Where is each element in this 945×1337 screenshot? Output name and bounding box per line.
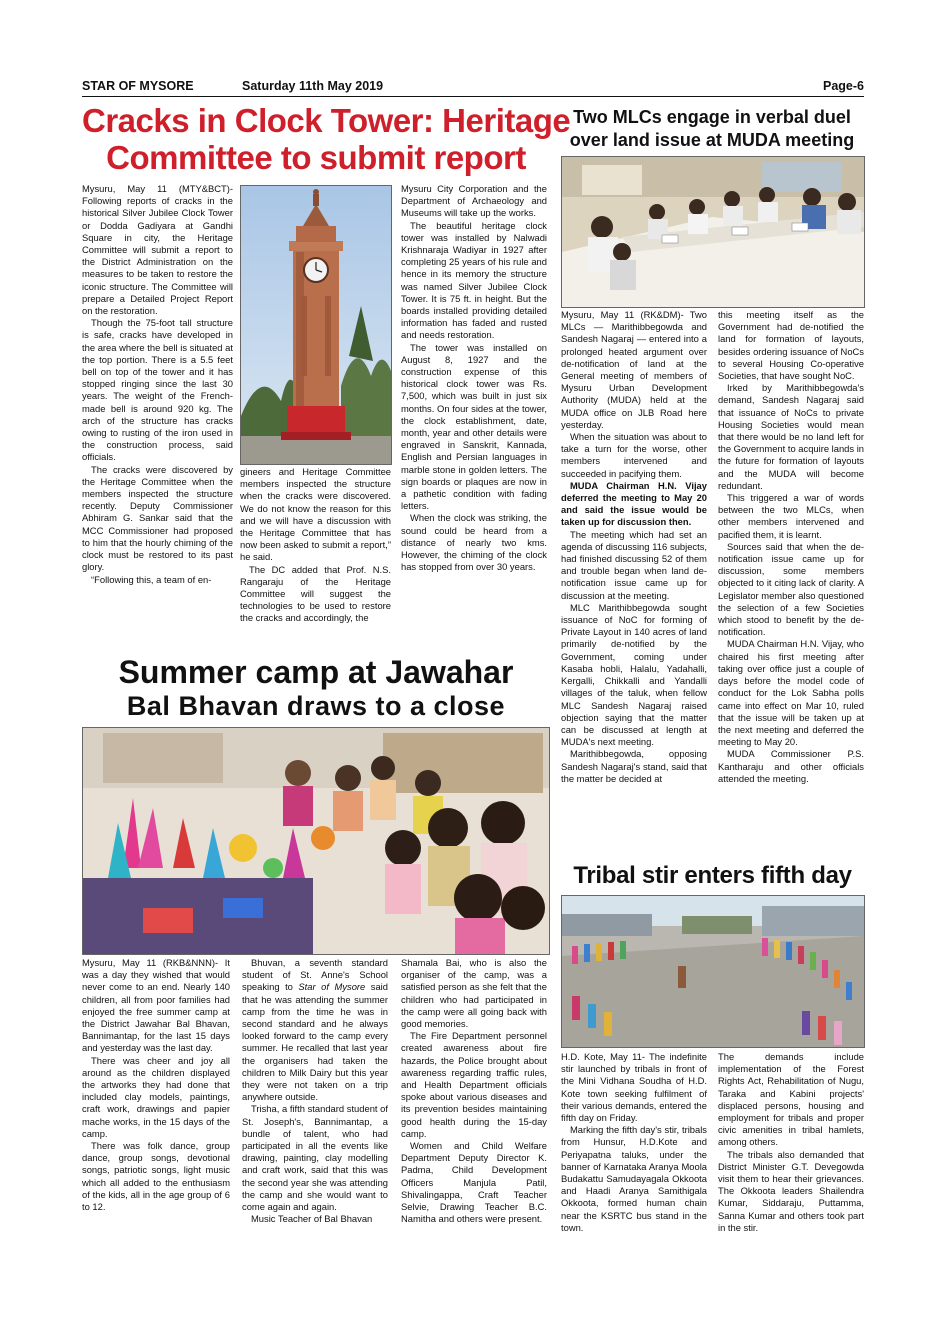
mlc-col1-para-bold: MUDA Chairman H.N. Vijay deferred the meeting to May 20 and said the issue would be taken up for discussion then. xyxy=(561,479,707,528)
clock-column-1 xyxy=(82,183,233,643)
header-rule xyxy=(82,96,864,97)
camp-column-3 xyxy=(401,957,547,1267)
camp-col3-para: The Fire Department personnel created awareness about fire hazards, the Police brought about awareness regarding traffic rules, and Health Department officials spoke about various diseases and its prevention besides maintaining good health during the 15-day camp. xyxy=(401,1030,547,1139)
camp-col2-text-b: said that he was attending the summer camp from the time he was in second standard and he always looked forward to the camp every summer. He recalled that last year the organisers had taken the children to Milk Dairy but this year they were not taken on a trip anywhere outside. xyxy=(242,981,388,1103)
children-artworks-photo xyxy=(82,727,550,955)
issue-date: Saturday 11th May 2019 xyxy=(242,79,384,93)
camp-col1-para: Mysuru, May 11 (RKB&NNN)- It was a day they wished that would never come to an end. Nearly 140 children, all from poor families had enjoyed the free summer camp at the District Jawahar Bal Bhavan, Bannimantap, for the last 15 days and yesterday was the last day. xyxy=(82,957,230,1054)
mlc-col1-para: MLC Marithibbegowda sought issuance of NoC for forming of Private Layout in 140 acres of land primarily de-notified by the Government, coming under Kasaba hobli, Halalu, Yadahalli, Kergalli, Chikkalli and Yandalli villages of the taluk, when fellow MLC Sandesh Nagaraj raised objection saying that the matter can be discussed at length at MUDA's next meeting. xyxy=(561,601,707,748)
clock-column-2 xyxy=(240,466,391,643)
camp-col2-para: Music Teacher of Bal Bhavan xyxy=(251,1213,373,1225)
camp-col2-newspaper-name: Star of Mysore xyxy=(298,981,366,993)
clock-col3-para: The tower was installed on August 8, 1927 and the construction expense of this historical clock tower was Rs. 7,500, which was built in just six months. On four sides at the tower, the clock establishment, date, month, year and other details were engraved in Sanskrit, Kannada, English and Persian languages in marble stone in golden letters. The sign boards or plaques are now in a pathetic condition with fading letters. xyxy=(401,341,547,512)
mlc-col1-para: The meeting which had set an agenda of discussing 116 subjects, had finished discussing 52 of them and trouble began when land de-notification issue came up for discussion at the meeting. xyxy=(561,528,707,601)
clock-headline-line-2: Committee to submit report xyxy=(106,139,526,176)
page-number: Page-6 xyxy=(823,79,864,93)
camp-col3-para: Shamala Bai, who is also the organiser of the camp, was a satisfied person as she felt that the children who had participated in the camp were all going back with good memories. xyxy=(401,957,547,1030)
tribal-col2-para: The demands include implementation of the Forest Rights Act, Rehabilitation of Nugu, Taraka and Kabini projects' displaced persons, housing and employment for tribals and proper civic amenities in tribal hamlets, among others. xyxy=(718,1051,864,1148)
mlc-col2-para: Irked by Marithibbegowda's demand, Sandesh Nagaraj said that issuance of NoCs to private Housing Societies would mean that there would be no land left for the Government to acquire lands in the future for formation of layouts and the MUDA will become redundant. xyxy=(718,382,864,491)
mlc-col1-para: When the situation was about to take a turn for the worse, other members intervened and succeeded in pacifying them. xyxy=(561,431,707,479)
mlc-col2-para: MUDA Commissioner P.S. Kantharaju and other officials attended the meeting. xyxy=(718,748,864,784)
mlc-col2-para: This triggered a war of words between the two MLCs, when other members intervened and pacified them, it is learnt. xyxy=(718,492,864,540)
publication-name: STAR OF MYSORE xyxy=(82,79,194,93)
camp-col1-para: There was cheer and joy all around as the children displayed the artworks they had done that included clay models, paintings, craft work, drawings and papier mache works, in the 15 days of the camp. xyxy=(82,1054,230,1139)
tribal-headline: Tribal stir enters fifth day xyxy=(573,862,852,889)
clock-col1-para: Mysuru, May 11 (MTY&BCT)- Following reports of cracks in the historical Silver Jubilee Clock Tower or Dodda Gadiyara at Gandhi Square in city, the Heritage Committee will submit a report to the District Administration on the measures to be taken to restore the iconic structure. The Committee will prepare a Detailed Project Report on the restoration. xyxy=(82,183,233,317)
mlc-col1-para: Marithibbegowda, opposing Sandesh Nagaraj's stand, said that the matter be decided at xyxy=(561,748,707,784)
camp-col2-text-a: Bhuvan, a seventh standard student of St. Anne's School speaking to xyxy=(242,957,388,993)
meeting-photo xyxy=(561,156,865,308)
camp-column-2 xyxy=(242,957,388,1267)
clock-col1-para: Though the 75-foot tall structure is safe, cracks have developed in the area where the bell is situated at the top portion. There is a 5.5 feet bell on top of the tower and it has stopped ringing since the last 30 years. The weight of the French-made bell is around 920 kg. The arch of the structure has cracks owing to rusting of the iron used in the construction process, said officials. xyxy=(82,317,233,463)
camp-col2-para xyxy=(242,957,388,1103)
mlc-col2-para: MUDA Chairman H.N. Vijay, who chaired his first meeting after taking over office just a couple of days before the model code of conduct for the Lok Sabha polls came into effect on Mar 10, ruled that the issue will be taken up at the next meeting and deferred the meeting to May 20. xyxy=(718,638,864,748)
mlc-column-1 xyxy=(561,309,707,855)
mlc-column-2 xyxy=(718,309,864,855)
mlc-col1-para: Mysuru, May 11 (RK&DM)- Two MLCs — Marithibbegowda and Sandesh Nagaraj — entered into a prolonged heated argument over de-notification of land at the General meeting of members of Mysuru Urban Development Authority (MUDA) held at the MUDA office on JLB Road here yesterday. xyxy=(561,309,707,430)
clock-col3-para: When the clock was striking, the sound could be heard from a distance of nearly two kms. However, the chiming of the clock has stopped from over 30 years. xyxy=(401,512,547,573)
mlc-col2-para: Sources said that when the de-notification issue came up for discussion, some members objected to it citing lack of clarity. A Legislator member also questioned the selection of a few Societies which stood to benefit by the de-notification. xyxy=(718,540,864,638)
tribal-col1-para: Marking the fifth day's stir, tribals from Hunsur, H.D.Kote and Periyapatna taluks, under the banner of Karnataka Aranya Moola Budakattu Samudayagala Okkoota and Haadi Aranya Samithigala Okkoota, formed human chain near the KSRTC bus stand in the town. xyxy=(561,1124,707,1233)
tribal-col2-para: The tribals also demanded that District Minister G.T. Devegowda visit them to hear their grievances. The Okkoota leaders Shailendra Kumar, Siddaraju, Puttamma, Sanna Kumar and others took part in the stir. xyxy=(718,1148,864,1233)
camp-headline-line-2: Bal Bhavan draws to a close xyxy=(126,691,506,721)
mlc-headline-line-2: over land issue at MUDA meeting xyxy=(569,130,855,150)
mlc-headline-line-1: Two MLCs engage in verbal duel xyxy=(573,107,851,127)
tribal-column-1 xyxy=(561,1051,707,1267)
camp-col1-para: There was folk dance, group dance, group songs, devotional songs, patriotic songs, light music which all added to the enthusiasm of the kids, all in the age group of 6 to 12. xyxy=(82,1140,230,1213)
camp-headline-line-1: Summer camp at Jawahar xyxy=(118,654,514,690)
clock-col1-para: The cracks were discovered by the Heritage Committee when the members inspected the structure recently. Deputy Commissioner Abhiram G. Sankar said that the MCC Commissioner had proposed to him that the hourly chiming of the clock must be restored to its past glory. xyxy=(82,463,233,573)
clock-col3-para: The beautiful heritage clock tower was installed by Nalwadi Krishnaraja Wadiyar in 1927 after completing 25 years of his rule and hence in its memory the structure was named Silver Jubilee Clock Tower. It is 75 ft. in height. But the boards installed providing detailed information has faded and rusted and needs restoration. xyxy=(401,219,547,341)
mlc-col2-para: this meeting itself as the Government had de-notified the land for formation of layouts, besides ordering issuance of NoCs to several Housing Co-operative Societies, that have sought NoC. xyxy=(718,309,864,382)
clock-col2-para: gineers and Heritage Committee members inspected the structure when the cracks were discovered. We do not know the reason for this and we will have a discussion with the Heritage Committee that has now been asked to submit a report,” he said. xyxy=(240,466,391,563)
clock-col1-para: “Following this, a team of en- xyxy=(91,573,212,585)
clock-col3-para: Mysuru City Corporation and the Department of Archaeology and Museums will take up the works. xyxy=(401,183,547,219)
tribal-col1-para: H.D. Kote, May 11- The indefinite stir launched by tribals in front of the Mini Vidhana Soudha of H.D. Kote town seeking fulfilment of their various demands, entered the fifth day on Friday. xyxy=(561,1051,707,1124)
clock-headline-line-1: Cracks in Clock Tower: Heritage xyxy=(82,102,571,139)
clock-column-3 xyxy=(401,183,547,643)
protest-crowd-photo xyxy=(561,895,865,1048)
camp-col3-para: Women and Child Welfare Department Deputy Director K. Padma, Child Development Officers Manjula Patil, Shivalingappa, Craft Teacher Selvie, Drawing Teacher B.C. Namitha and others were present. xyxy=(401,1140,547,1225)
page-header xyxy=(82,77,864,95)
camp-col2-para: Trisha, a fifth standard student of St. Joseph's, Bannimantap, a bundle of talent, who had participated in all the events like drawing, painting, clay modelling and craft work, said that this was the second year she was attending the camp and she would want to come again and again. xyxy=(242,1103,388,1213)
camp-column-1 xyxy=(82,957,230,1267)
clock-col2-para: The DC added that Prof. N.S. Rangaraju of the Heritage Committee will suggest the technologies to be used to restore the cracks and accordingly, the xyxy=(240,563,391,624)
tribal-column-2 xyxy=(718,1051,864,1267)
clock-tower-photo xyxy=(240,185,392,465)
